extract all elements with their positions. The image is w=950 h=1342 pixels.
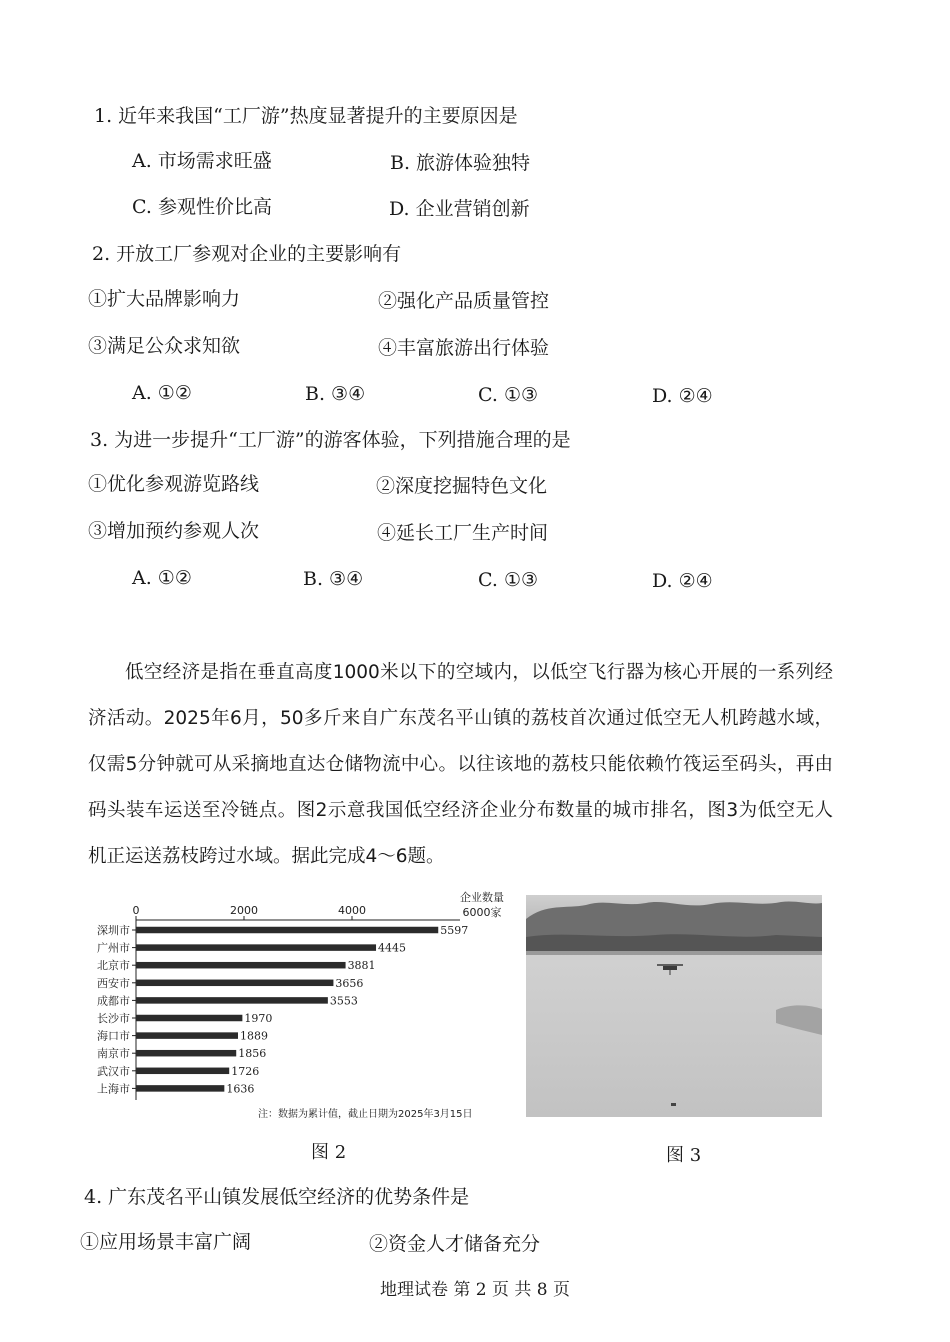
q2-item-2: ②强化产品质量管控 <box>378 290 550 312</box>
axis-title: 企业数量 <box>460 891 504 904</box>
bar <box>136 1032 238 1039</box>
figure-2-bar-chart <box>80 888 510 1128</box>
q3-stem: 3. 为进一步提升“工厂游”的游客体验，下列措施合理的是 <box>90 429 571 451</box>
bar-value-label: 1726 <box>231 1064 260 1078</box>
q3-option-d: D. ②④ <box>652 570 713 592</box>
q3-option-c: C. ①③ <box>478 569 539 591</box>
q2-option-c: C. ①③ <box>478 384 539 406</box>
bar-value-label: 1889 <box>240 1029 269 1043</box>
q1-stem: 1. 近年来我国“工厂游”热度显著提升的主要原因是 <box>94 105 518 127</box>
bar-value-label: 5597 <box>440 924 469 937</box>
q3-item-2: ②深度挖掘特色文化 <box>376 475 548 497</box>
page-footer: 地理试卷 第 2 页 共 8 页 <box>379 1280 571 1300</box>
q3-option-a: A. ①② <box>132 567 192 589</box>
q2-item-3: ③满足公众求知欲 <box>88 335 241 357</box>
boat-icon <box>671 1103 676 1106</box>
category-label: 广州市 <box>97 941 130 955</box>
category-label: 武汉市 <box>97 1064 130 1078</box>
bar <box>136 980 333 987</box>
x-tick-label: 0 <box>132 904 140 917</box>
bar <box>136 927 438 934</box>
q4-item-1: ①应用场景丰富广阔 <box>80 1231 252 1253</box>
passage-text: 低空经济是指在垂直高度1000米以下的空域内，以低空飞行器为核心开展的一系列经济活动。2025年6月，50多斤来自广东茂名平山镇的荔枝首次通过低空无人机跨越水域，仅需5分钟就可从采摘地直达仓储物流中心。以往该地的荔枝只能依赖竹筏运至码头，再由码头装车运送至冷链点。图2示意我国低空经济企业分布数量的城市排名，图3为低空无人机正运送荔枝跨过水域。据此完成4～6题。 <box>88 662 833 867</box>
bar <box>136 962 346 969</box>
bar <box>136 1068 229 1075</box>
q2-option-a: A. ①② <box>132 382 192 404</box>
bar <box>136 944 376 951</box>
category-label: 深圳市 <box>97 924 130 937</box>
figure-2-caption: 图 2 <box>311 1142 347 1163</box>
bar-value-label: 3553 <box>329 994 358 1008</box>
far-shoreline <box>526 934 822 951</box>
bar-value-label: 1856 <box>238 1047 267 1061</box>
category-label: 长沙市 <box>97 1012 130 1025</box>
q3-item-4: ④延长工厂生产时间 <box>377 522 549 544</box>
q2-option-b: B. ③④ <box>305 383 366 405</box>
bar <box>136 1015 242 1022</box>
q1-option-d: D. 企业营销创新 <box>389 198 530 220</box>
q3-item-1: ①优化参观游览路线 <box>88 473 260 495</box>
figure-3-caption: 图 3 <box>666 1145 702 1166</box>
bar-value-label: 4445 <box>378 941 407 955</box>
category-label: 南京市 <box>97 1047 130 1061</box>
bar <box>136 997 328 1004</box>
q2-option-d: D. ②④ <box>652 385 713 407</box>
figure-3-drone-photo <box>526 895 822 1117</box>
category-label: 成都市 <box>97 994 130 1008</box>
passage <box>88 650 833 880</box>
q3-option-b: B. ③④ <box>303 568 364 590</box>
q1-option-c: C. 参观性价比高 <box>132 196 272 218</box>
bar <box>136 1085 224 1092</box>
bar-value-label: 3656 <box>335 976 364 990</box>
q1-option-b: B. 旅游体验独特 <box>390 152 531 174</box>
x-tick-label: 4000 <box>338 904 366 917</box>
bar <box>136 1050 236 1057</box>
category-label: 上海市 <box>97 1082 130 1096</box>
chart-note: 注：数据为累计值，截止日期为2025年3月15日 <box>258 1109 473 1120</box>
q2-item-4: ④丰富旅游出行体验 <box>378 337 550 359</box>
bar-value-label: 1636 <box>226 1082 255 1096</box>
x-tick-label: 2000 <box>230 904 258 917</box>
q2-stem: 2. 开放工厂参观对企业的主要影响有 <box>92 243 402 265</box>
category-label: 西安市 <box>97 976 130 990</box>
q4-item-2: ②资金人才储备充分 <box>369 1233 541 1255</box>
bar-value-label: 1970 <box>244 1012 273 1025</box>
q2-item-1: ①扩大品牌影响力 <box>88 288 241 310</box>
axis-title-unit: 6000家 <box>462 906 502 919</box>
q1-option-a: A. 市场需求旺盛 <box>132 150 272 172</box>
q4-stem: 4. 广东茂名平山镇发展低空经济的优势条件是 <box>84 1186 470 1208</box>
bar-value-label: 3881 <box>347 959 376 973</box>
shore-reflection <box>526 951 822 955</box>
category-label: 海口市 <box>97 1029 130 1043</box>
q3-item-3: ③增加预约参观人次 <box>88 520 260 542</box>
category-label: 北京市 <box>97 959 130 973</box>
